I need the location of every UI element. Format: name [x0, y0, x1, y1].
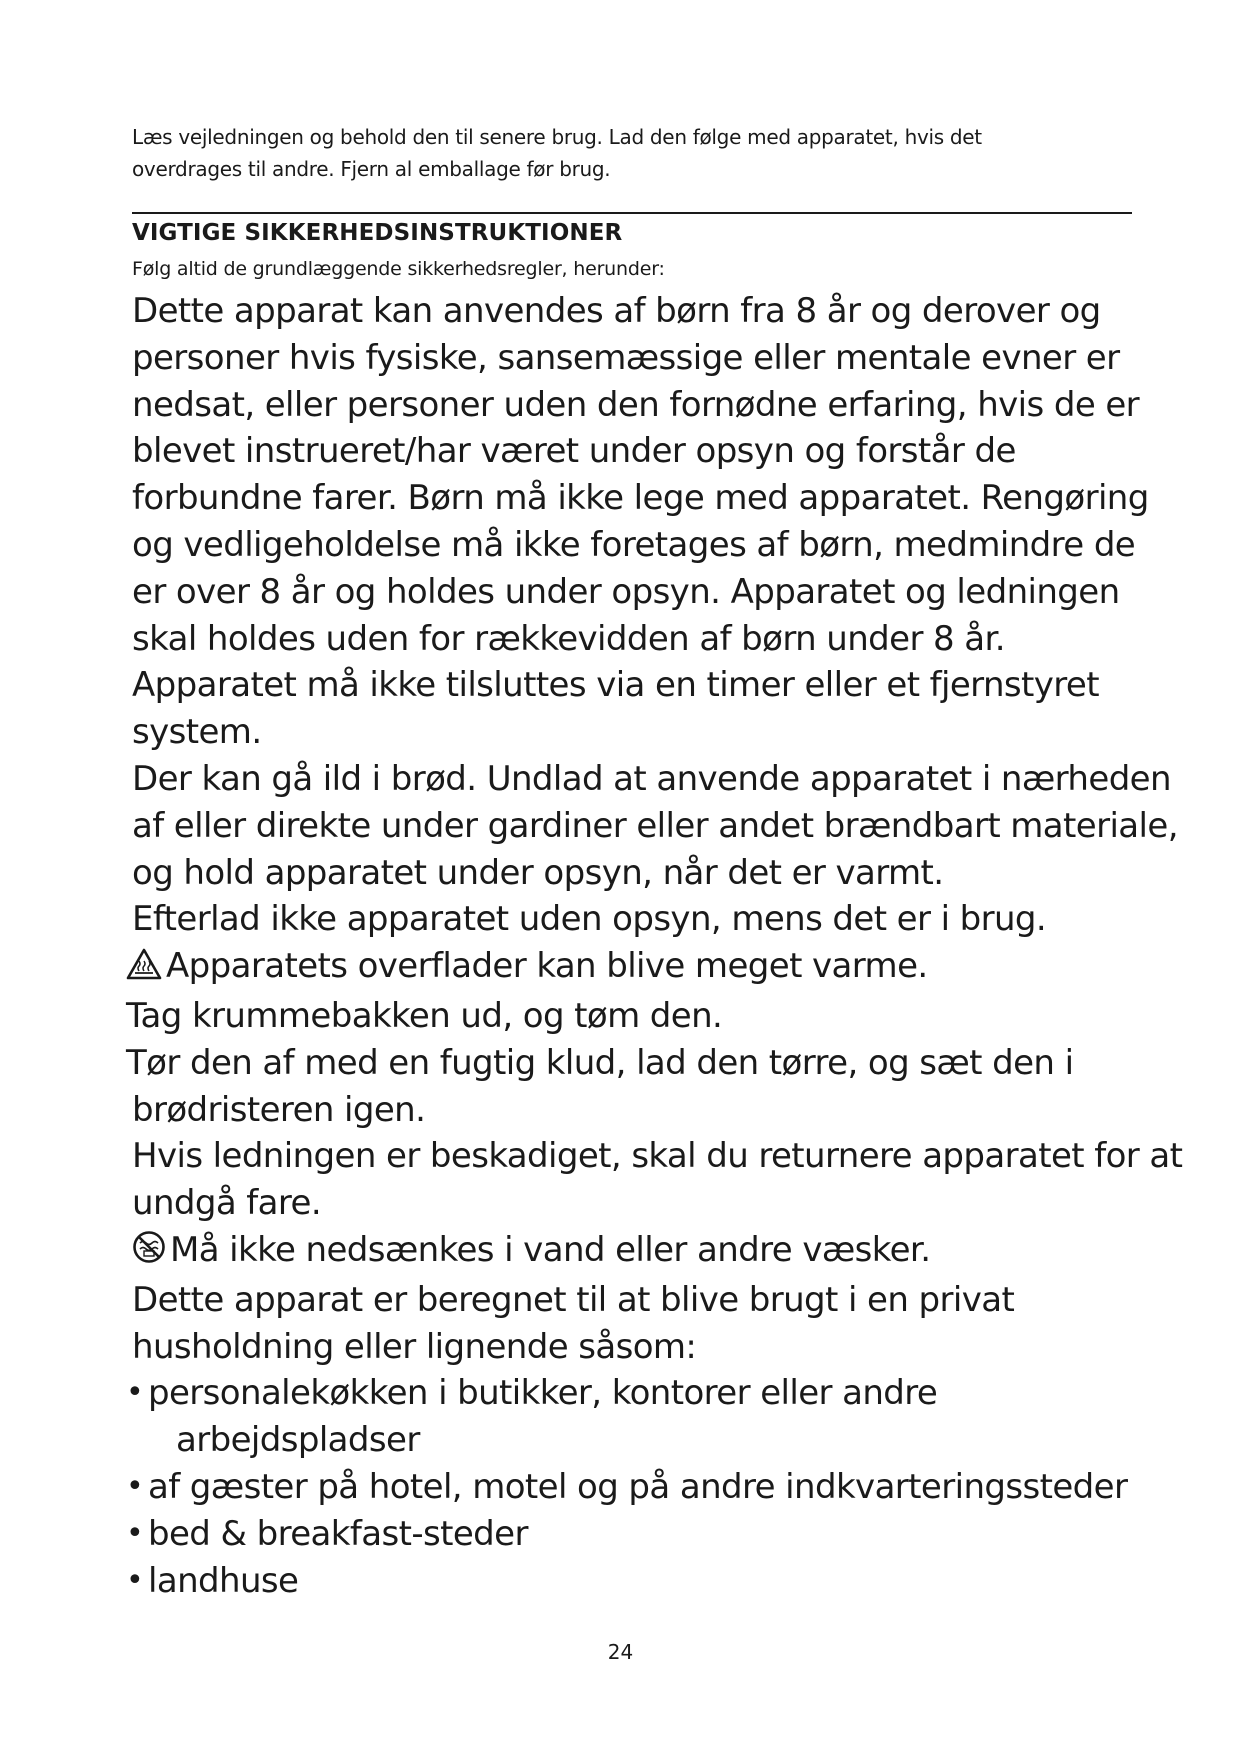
list-item-text: arbejdspladser — [176, 1420, 420, 1461]
cord-line: undgå fare. — [132, 1183, 322, 1224]
crumb-tray-line: Tør den af med en fugtig klud, lad den tørre, og sæt den i — [126, 1042, 1074, 1083]
body-line: nedsat, eller personer uden den fornødne erfaring, hvis de er — [132, 384, 1140, 425]
crumb-tray-line: Tag krummebakken ud, og tøm den. — [126, 995, 723, 1036]
list-item-text: af gæster på hotel, motel og på andre indkvarteringssteder — [148, 1466, 1128, 1507]
safety-instructions — [126, 288, 1192, 1604]
hot-surface-text: Apparatets overflader kan blive meget varme. — [166, 946, 928, 987]
list-item — [126, 1370, 1192, 1464]
list-item — [126, 1558, 1192, 1605]
household-line: husholdning eller lignende såsom: — [132, 1326, 697, 1367]
bullet: • — [126, 1468, 144, 1504]
list-item-text: personalekøkken i butikker, kontorer eller andre — [148, 1373, 938, 1414]
list-item-text: landhuse — [148, 1560, 299, 1601]
no-immerse-icon — [132, 1230, 166, 1277]
body-line: af eller direkte under gardiner eller andet brændbart materiale, — [132, 805, 1178, 846]
hot-surface-warning — [126, 943, 1192, 993]
section-divider — [132, 212, 1132, 214]
section-lead: Følg altid de grundlæggende sikkerhedsregler, herunder: — [132, 258, 665, 280]
body-line: system. — [132, 712, 262, 753]
body-line: Dette apparat kan anvendes af børn fra 8 år og derover og — [132, 291, 1101, 331]
bullet: • — [126, 1562, 144, 1598]
list-item-text: bed & breakfast-steder — [148, 1513, 528, 1554]
body-line: personer hvis fysiske, sansemæssige eller mentale evner er — [132, 337, 1120, 378]
body-line: forbundne farer. Børn må ikke lege med apparatet. Rengøring — [132, 478, 1149, 519]
section-title: VIGTIGE SIKKERHEDSINSTRUKTIONER — [132, 220, 623, 246]
body-line: blevet instrueret/har været under opsyn og forstår de — [132, 431, 1016, 472]
body-line: og vedligeholdelse må ikke foretages af børn, medmindre de — [132, 524, 1136, 565]
body-line: skal holdes uden for rækkevidden af børn under 8 år. — [132, 618, 1005, 659]
body-line: Efterlad ikke apparatet uden opsyn, mens det er i brug. — [132, 899, 1047, 940]
body-line: Apparatet må ikke tilsluttes via en timer eller et fjernstyret — [132, 665, 1099, 706]
hot-surface-warning-icon — [126, 946, 162, 993]
crumb-tray-line: brødristeren igen. — [132, 1089, 426, 1130]
bullet: • — [126, 1375, 144, 1411]
body-line: Der kan gå ild i brød. Undlad at anvende apparatet i nærheden — [132, 758, 1171, 799]
list-item — [126, 1511, 1192, 1558]
body-line: er over 8 år og holdes under opsyn. Apparatet og ledningen — [132, 571, 1120, 612]
cord-line: Hvis ledningen er beskadiget, skal du returnere apparatet for at — [132, 1136, 1183, 1177]
page-number: 24 — [607, 1640, 634, 1664]
usage-list — [126, 1370, 1192, 1604]
body-line: og hold apparatet under opsyn, når det er varmt. — [132, 852, 944, 893]
intro-text — [132, 121, 1132, 185]
intro-line-2: overdrages til andre. Fjern al emballage før brug. — [132, 157, 611, 181]
bullet: • — [126, 1515, 144, 1551]
intro-line-1: Læs vejledningen og behold den til senere brug. Lad den følge med apparatet, hvis det — [132, 125, 982, 149]
list-item — [126, 1464, 1192, 1511]
no-immerse-text: Må ikke nedsænkes i vand eller andre væsker. — [170, 1229, 931, 1270]
household-line: Dette apparat er beregnet til at blive brugt i en privat — [132, 1279, 1015, 1320]
no-immerse-warning — [132, 1227, 1192, 1277]
